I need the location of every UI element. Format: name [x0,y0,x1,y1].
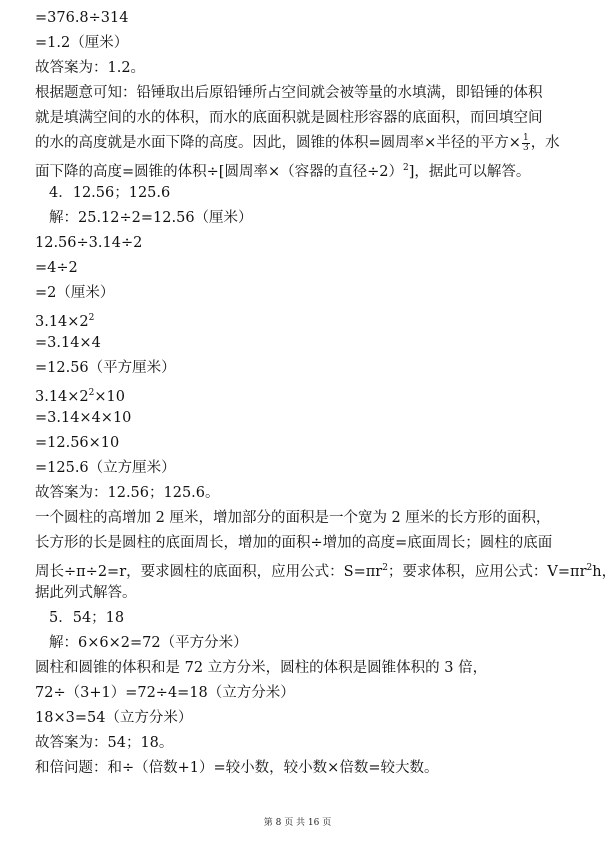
text-segment: ，水 [530,135,560,151]
text-line: =376.8÷314 [35,10,129,26]
fraction-denominator: 3 [522,142,529,153]
answer-heading: 4．12.56；125.6 [49,185,171,201]
text-line: 故答案为：12.56；125.6。 [35,485,220,501]
text-line: 72÷（3+1）=72÷4=18（立方分米） [35,685,295,701]
text-line [35,381,565,409]
text-line: 12.56÷3.14÷2 [35,235,143,251]
text-line: 长方形的长是圆柱的底面周长，增加的面积÷增加的高度=底面周长；圆柱的底面 [35,535,553,551]
fraction-numerator: 1 [522,132,529,143]
text-line: 故答案为：54；18。 [35,735,174,751]
text-line-with-fraction [35,131,565,155]
text-line: 据此列式解答。 [35,585,137,601]
superscript: 2 [382,563,388,573]
text-segment: 的水的高度就是水面下降的高度。因此，圆锥的体积=圆周率×半径的平方× [35,135,521,151]
text-segment: 面下降的高度=圆锥的体积÷[圆周率×（容器的直径÷2） [35,164,403,180]
text-line: 根据题意可知：铅锤取出后原铅锤所占空间就会被等量的水填满，即铅锤的体积 [35,85,543,101]
text-segment: 3.14×2 [35,314,89,330]
text-line: 圆柱和圆锥的体积和是 72 立方分米，圆柱的体积是圆锥体积的 3 倍， [35,660,488,676]
text-segment: 3.14×2 [35,389,89,405]
text-line: =12.56×10 [35,435,120,451]
text-segment: ；要求体积，应用公式：V=πr [387,564,587,580]
superscript: 2 [88,388,95,398]
text-segment: ]，据此可以解答。 [408,164,531,180]
text-line: 就是填满空间的水的体积，而水的底面积就是圆柱形容器的底面积，而回填空间 [35,110,543,126]
superscript: 2 [88,313,95,323]
text-line: 一个圆柱的高增加 2 厘米，增加部分的面积是一个宽为 2 厘米的长方形的面积， [35,510,551,526]
solution-line: 解：25.12÷2=12.56（厘米） [49,210,253,226]
text-line: =4÷2 [35,260,78,276]
text-line: =1.2（厘米） [35,35,129,51]
text-line: =3.14×4×10 [35,410,132,426]
text-line: 18×3=54（立方分米） [35,710,193,726]
solution-line: 解：6×6×2=72（平方分米） [49,635,248,651]
answer-heading: 5．54；18 [49,610,125,626]
fraction [522,134,530,153]
superscript: 2 [402,163,409,173]
text-line: 故答案为：1.2。 [35,60,146,76]
text-line [35,306,565,334]
page-footer: 第 8 页 共 16 页 [263,818,332,828]
text-line: =125.6（立方厘米） [35,460,176,476]
text-segment: 周长÷π÷2=r，要求圆柱的底面积，应用公式：S=πr [35,564,383,580]
text-line: =12.56（平方厘米） [35,360,176,376]
text-segment: h， [592,564,616,580]
text-segment: ×10 [94,389,126,405]
text-line: =3.14×4 [35,335,101,351]
text-line [35,556,616,584]
text-line: =2（厘米） [35,285,115,301]
text-line: 和倍问题：和÷（倍数+1）=较小数，较小数×倍数=较大数。 [35,760,439,776]
superscript: 2 [586,563,593,573]
text-line [35,156,565,184]
